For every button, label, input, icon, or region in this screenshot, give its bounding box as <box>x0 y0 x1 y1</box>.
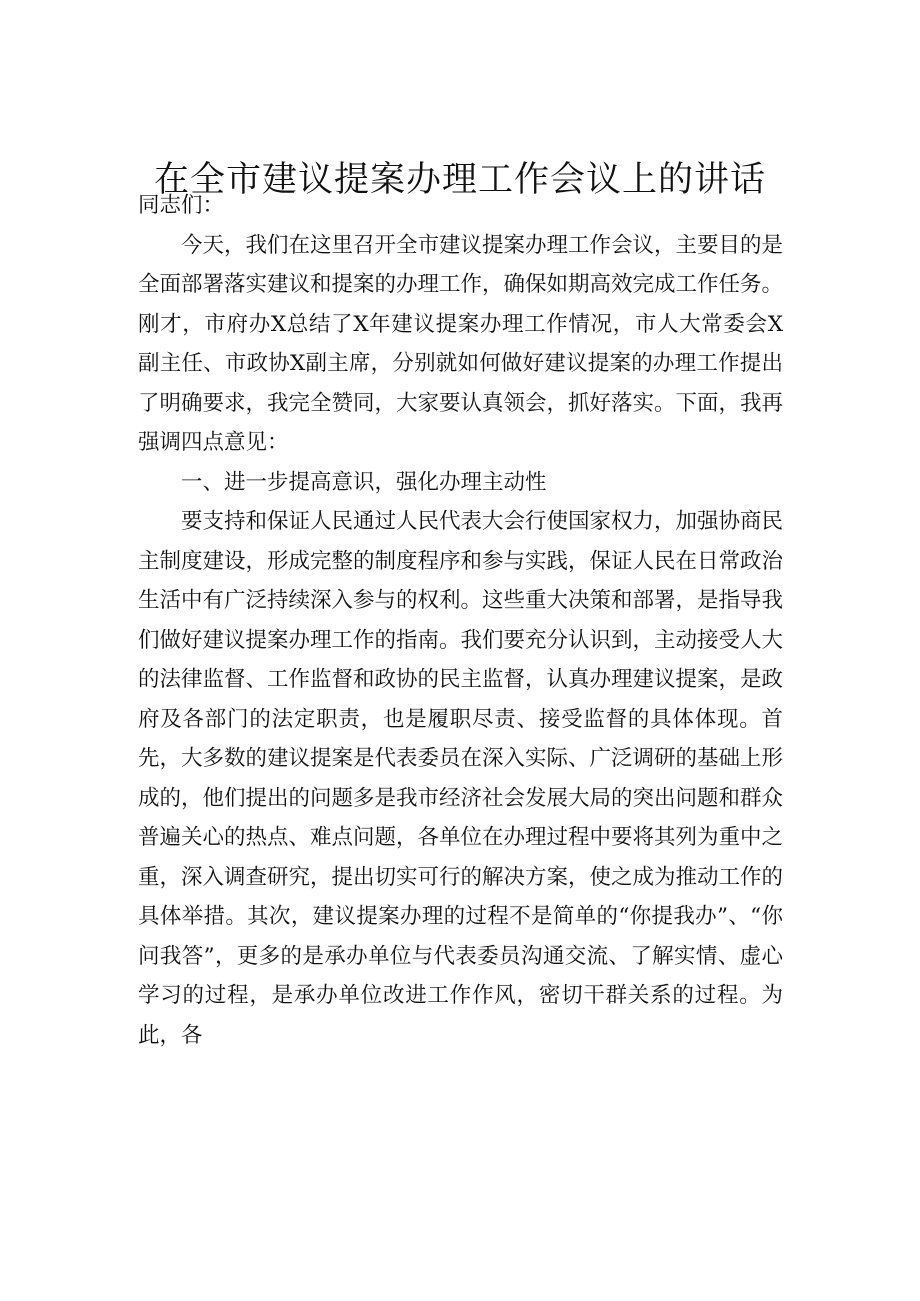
document-body <box>138 186 783 1055</box>
section-heading-1: 一、进一步提高意识，强化办理主动性 <box>181 469 547 495</box>
paragraph-section-1: 要支持和保证人民通过人民代表大会行使国家权力，加强协商民主制度建设，形成完整的制度程序和参与实践，保证人民在日常政治生活中有广泛持续深入参与的权利。这些重大决策和部署，是指导我们做好建议提案办理工作的指南。我们要充分认识到，主动接受人大的法律监督、工作监督和政协的民主监督，认真办理建议提案，是政府及各部门的法定职责，也是履职尽责、接受监督的具体体现。首先，大多数的建议提案是代表委员在深入实际、广泛调研的基础上形成的，他们提出的问题多是我市经济社会发展大局的突出问题和群众普遍关心的热点、难点问题，各单位在办理过程中要将其列为重中之重，深入调查研究，提出切实可行的解决方案，使之成为推动工作的具体举措。其次，建议提案办理的过程不是简单的“你提我办”、“你问我答”，更多的是承办单位与代表委员沟通交流、了解实情、虚心学习的过程，是承办单位改进工作作风，密切干群关系的过程。为此，各 <box>138 509 784 1048</box>
salutation: 同志们： <box>138 193 225 218</box>
document-title: 在全市建议提案办理工作会议上的讲话 <box>153 160 766 200</box>
paragraph-opening: 今天，我们在这里召开全市建议提案办理工作会议，主要目的是全面部署落实建议和提案的办理工作，确保如期高效完成工作任务。刚才，市府办X总结了X年建议提案办理工作情况，市人大常委会X副主任、市政协X副主席，分别就如何做好建议提案的办理工作提出了明确要求，我完全赞同，大家要认真领会，抓好落实。下面，我再强调四点意见： <box>138 232 784 455</box>
